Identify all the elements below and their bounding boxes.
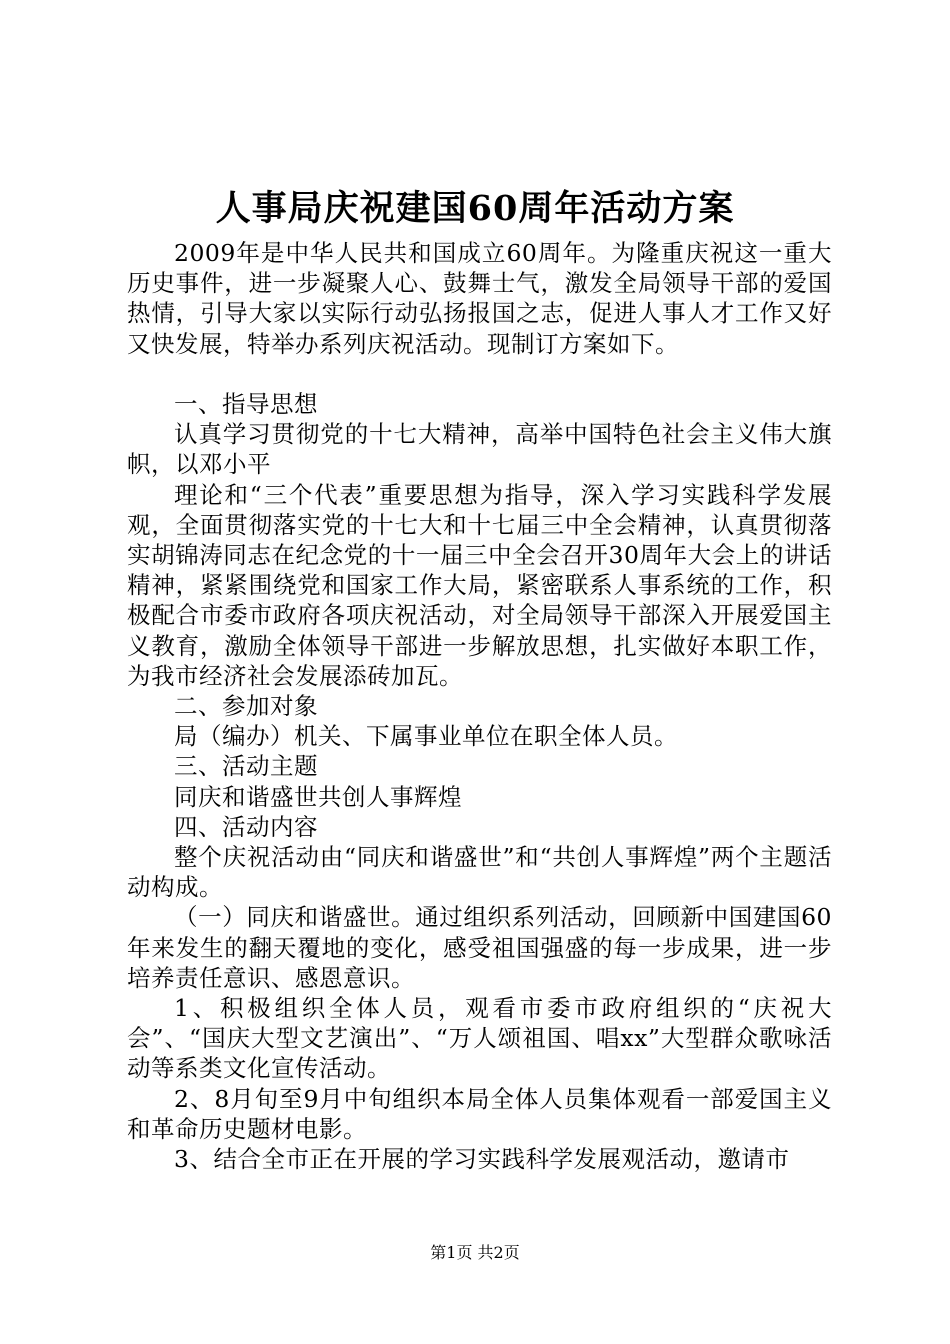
document-body <box>127 238 832 1174</box>
section-heading-content: 四、活动内容 <box>174 812 318 841</box>
paragraph-content-overview: 整个庆祝活动由“同庆和谐盛世”和“共创人事辉煌”两个主题活动构成。 <box>127 843 832 902</box>
paragraph-item-2: 2、8月旬至9月中旬组织本局全体人员集体观看一部爱国主义和革命历史题材电影。 <box>127 1084 832 1143</box>
paragraph-item-3: 3、结合全市正在开展的学习实践科学发展观活动，邀请市 <box>174 1145 790 1174</box>
paragraph-guiding-ideology-2: 理论和“三个代表”重要思想为指导，深入学习实践科学发展观，全面贯彻落实党的十七大和十七届三中全会精神，认真贯彻落实胡锦涛同志在纪念党的十一届三中全会召开30周年大会上的讲话精神，紧紧围绕党和国家工作大局，紧密联系人事系统的工作，积极配合市委市政府各项庆祝活动，对全局领导干部深入开展爱国主义教育，激励全体领导干部进一步解放思想，扎实做好本职工作，为我市经济社会发展添砖加瓦。 <box>127 480 832 690</box>
section-heading-guiding-ideology: 一、指导思想 <box>174 390 318 418</box>
blank-line <box>127 359 832 389</box>
paragraph-content-part-one: （一）同庆和谐盛世。通过组织系列活动，回顾新中国建国60年来发生的翻天覆地的变化，感受祖国强盛的每一步成果，进一步培养责任意识、感恩意识。 <box>127 903 832 992</box>
paragraph-item-1: 1、积极组织全体人员，观看市委市政府组织的“庆祝大会”、“国庆大型文艺演出”、“万人颂祖国、唱xx”大型群众歌咏活动等系类文化宣传活动。 <box>127 994 832 1083</box>
paragraph-theme: 同庆和谐盛世共创人事辉煌 <box>174 782 462 811</box>
paragraph-guiding-ideology-1: 认真学习贯彻党的十七大精神，高举中国特色社会主义伟大旗帜，以邓小平 <box>127 420 832 479</box>
page-number-footer: 第1页 共2页 <box>430 1243 520 1262</box>
document-title: 人事局庆祝建国60周年活动方案 <box>215 188 735 229</box>
paragraph-participants: 局（编办）机关、下属事业单位在职全体人员。 <box>174 722 678 751</box>
section-heading-participants: 二、参加对象 <box>174 692 318 721</box>
section-heading-theme: 三、活动主题 <box>174 752 318 781</box>
intro-paragraph: 2009年是中华人民共和国成立60周年。为隆重庆祝这一重大历史事件，进一步凝聚人心、鼓舞士气，激发全局领导干部的爱国热情，引导大家以实际行动弘扬报国之志，促进人事人才工作又好又快发展，特举办系列庆祝活动。现制订方案如下。 <box>127 239 832 358</box>
